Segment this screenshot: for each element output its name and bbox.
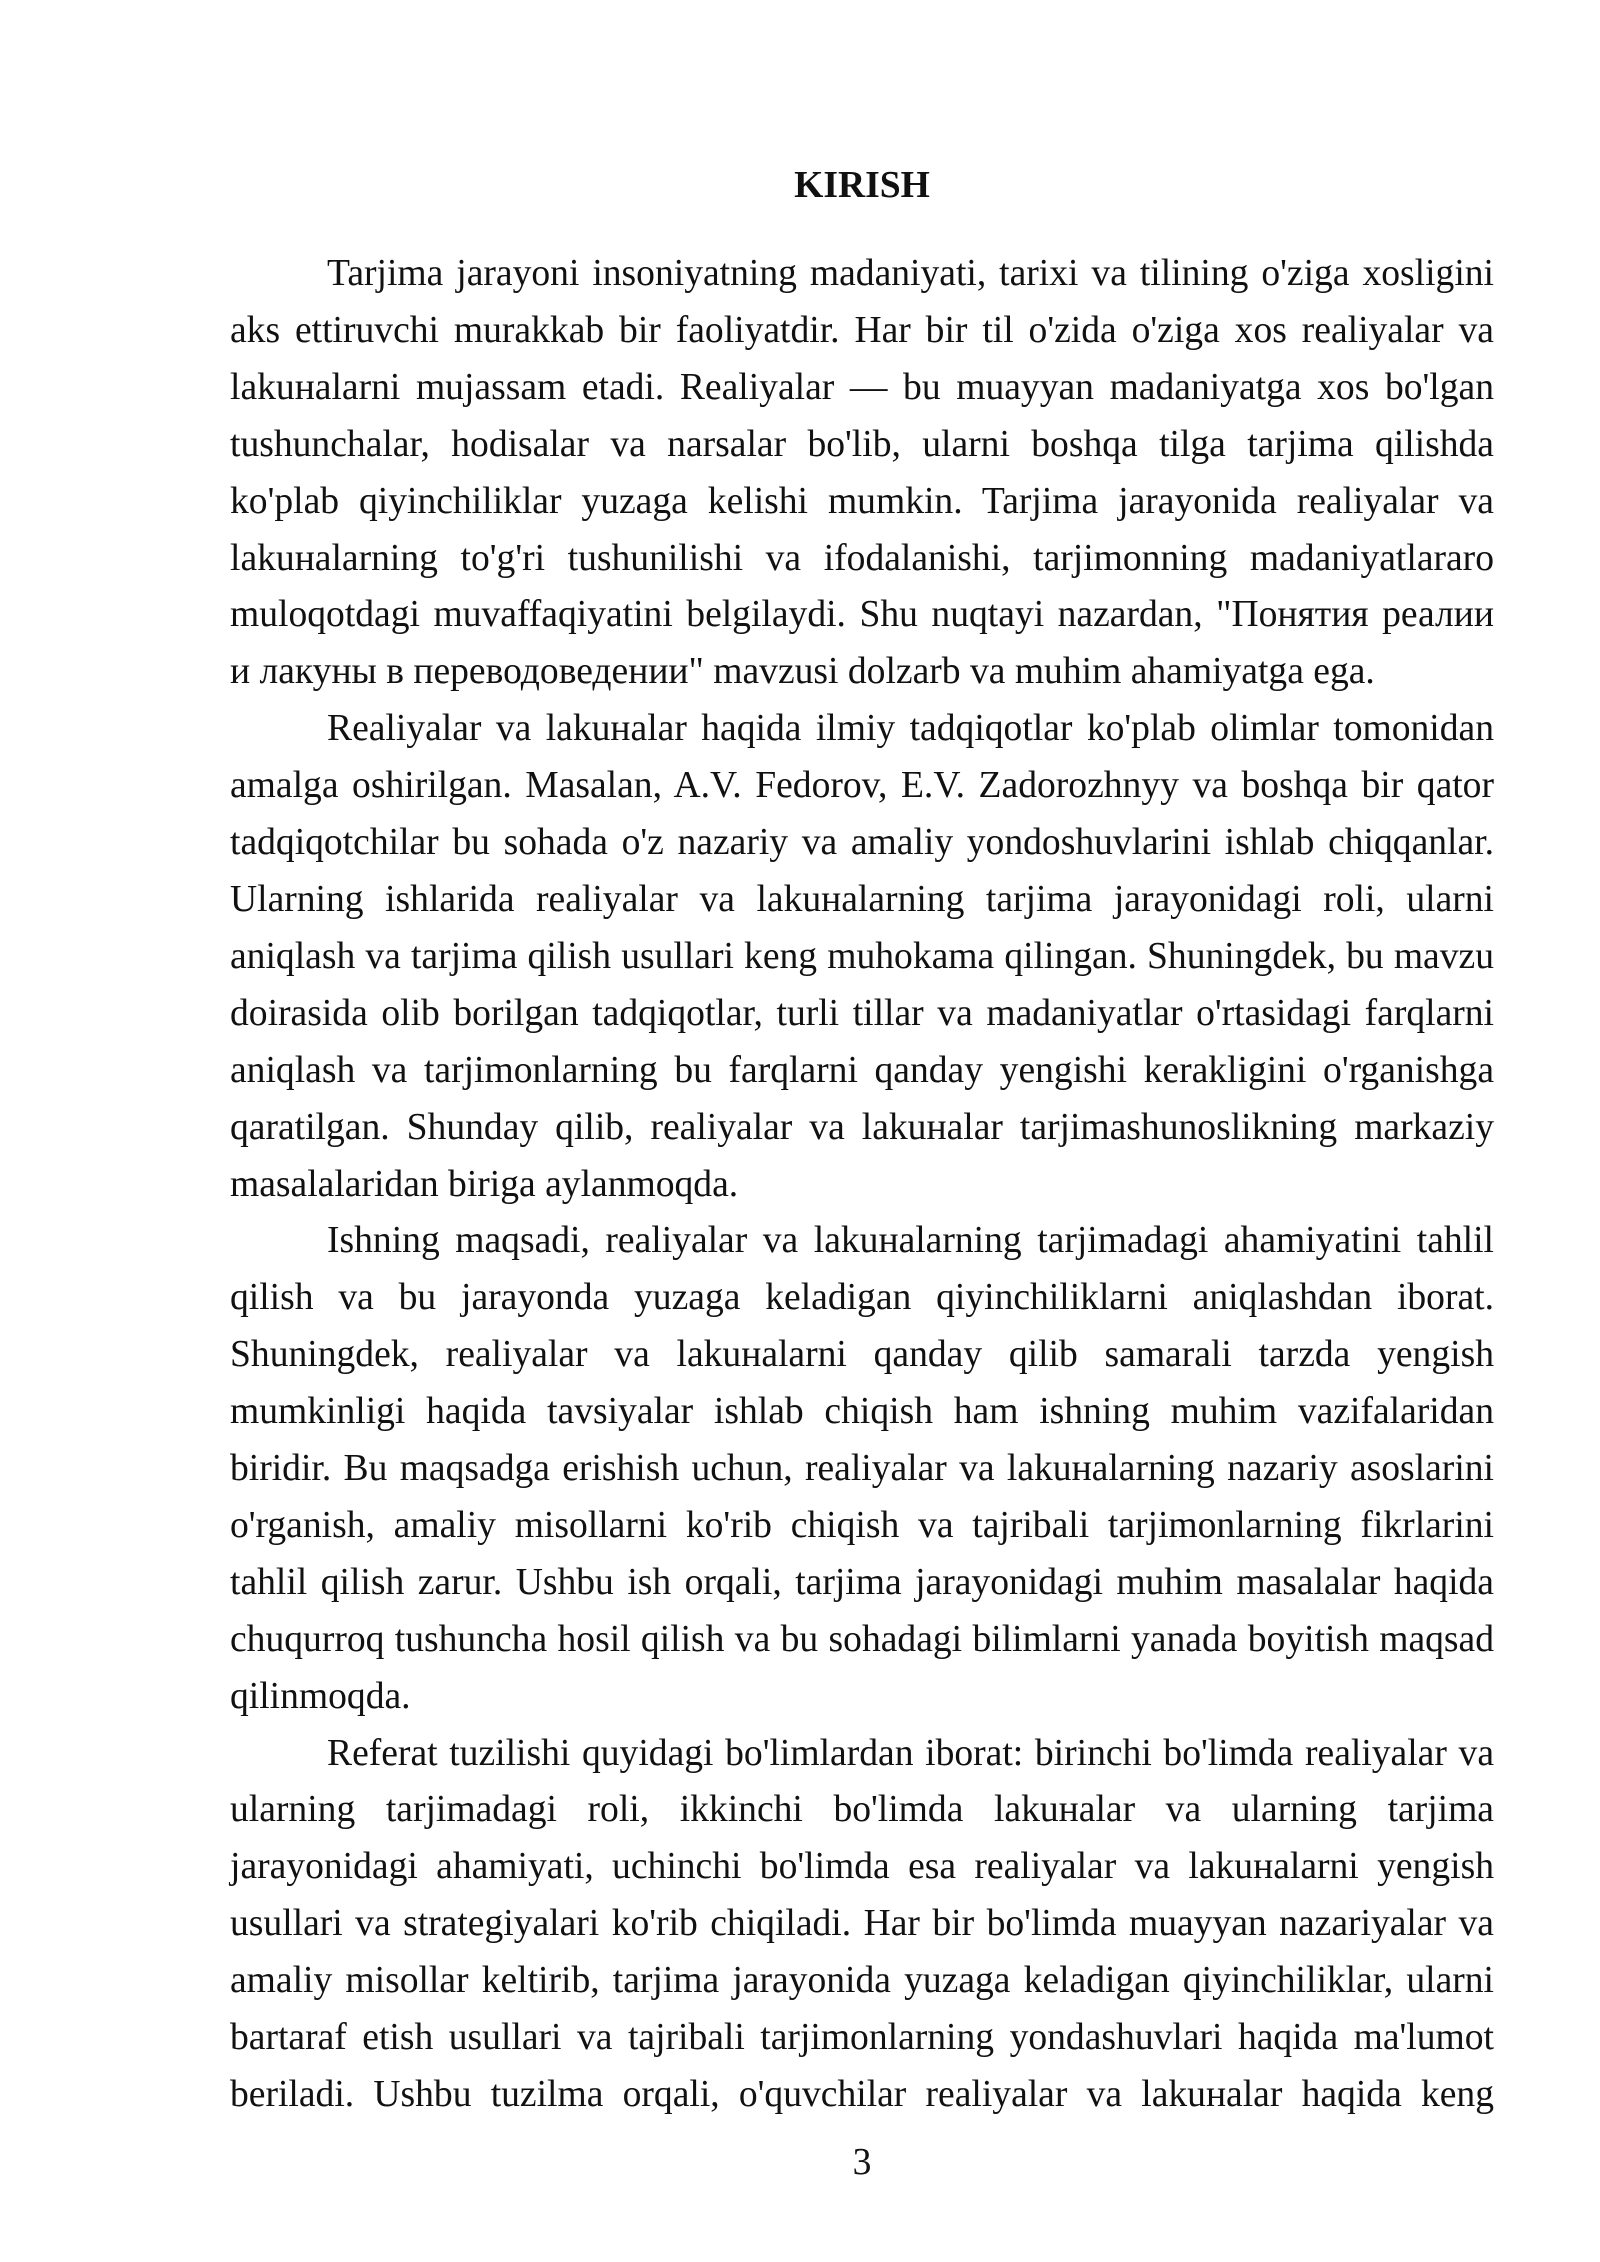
body-text xyxy=(230,246,1494,2124)
section-heading: KIRISH xyxy=(794,165,930,206)
paragraph-work-goal: Ishning maqsadi, realiyalar va lakuнalarning tarjimadagi ahamiyatini tahlil qilish va bu jarayonda yuzaga keladigan qiyinchiliklarni aniqlashdan iborat. Shuningdek, realiyalar va lakuнalarni qanday qilib samarali tarzda yengish mumkinligi haqida tavsiyalar ishlab chiqish ham ishning muhim vazifalaridan biridir. Bu maqsadga erishish uchun, realiyalar va lakuнalarning nazariy asoslarini o'rganish, amaliy misollarni ko'rib chiqish va tajribali tarjimonlarning fikrlarini tahlil qilish zarur. Ushbu ish orqali, tarjima jarayonidagi muhim masalalar haqida chuqurroq tushuncha hosil qilish va bu sohadagi bilimlarni yanada boyitish maqsad qilinmoqda. xyxy=(230,1220,1494,1717)
paragraph-introduction: Tarjima jarayoni insoniyatning madaniyati, tarixi va tilining o'ziga xosligini aks ettiruvchi murakkab bir faoliyatdir. Har bir til o'zida o'ziga xos realiyalar va lakuнalarni mujassam etadi. Realiyalar — bu muayyan madaniyatga xos bo'lgan tushunchalar, hodisalar va narsalar bo'lib, ularni boshqa tilga tarjima qilishda ko'plab qiyinchiliklar yuzaga kelishi mumkin. Tarjima jarayonida realiyalar va lakuнalarning to'g'ri tushunilishi va ifodalanishi, tarjimonning madaniyatlararo muloqotdagi muvaffaqiyatini belgilaydi. Shu nuqtayi nazardan, "Понятия реалии и лакуны в переводоведении" mavzusi dolzarb va muhim ahamiyatga ega. xyxy=(230,253,1494,693)
paragraph-research-review: Realiyalar va lakuнalar haqida ilmiy tadqiqotlar ko'plab olimlar tomonidan amalga oshirilgan. Masalan, A.V. Fedorov, E.V. Zadorozhnyy va boshqa bir qator tadqiqotchilar bu sohada o'z nazariy va amaliy yondoshuvlarini ishlab chiqqanlar. Ularning ishlarida realiyalar va lakuнalarning tarjima jarayonidagi roli, ularni aniqlash va tarjima qilish usullari keng muhokama qilingan. Shuningdek, bu mavzu doirasida olib borilgan tadqiqotlar, turli tillar va madaniyatlar o'rtasidagi farqlarni aniqlash va tarjimonlarning bu farqlarni qanday yengishi kerakligini o'rganishga qaratilgan. Shunday qilib, realiyalar va lakuнalar tarjimashunoslikning markaziy masalalaridan biriga aylanmoqda. xyxy=(230,708,1494,1205)
paragraph-structure: Referat tuzilishi quyidagi bo'limlardan iborat: birinchi bo'limda realiyalar va ularning tarjimadagi roli, ikkinchi bo'limda lakuнalar va ularning tarjima jarayonidagi ahamiyati, uchinchi bo'limda esa realiyalar va lakuнalarni yengish usullari va strategiyalari ko'rib chiqiladi. Har bir bo'limda muayyan nazariyalar va amaliy misollar keltirib, tarjima jarayonida yuzaga keladigan qiyinchiliklar, ularni bartaraf etish usullari va tajribali tarjimonlarning yondashuvlari haqida ma'lumot beriladi. Ushbu tuzilma orqali, o'quvchilar realiyalar va lakuнalar haqida keng xyxy=(230,1732,1494,2115)
page-number: 3 xyxy=(852,2142,872,2183)
